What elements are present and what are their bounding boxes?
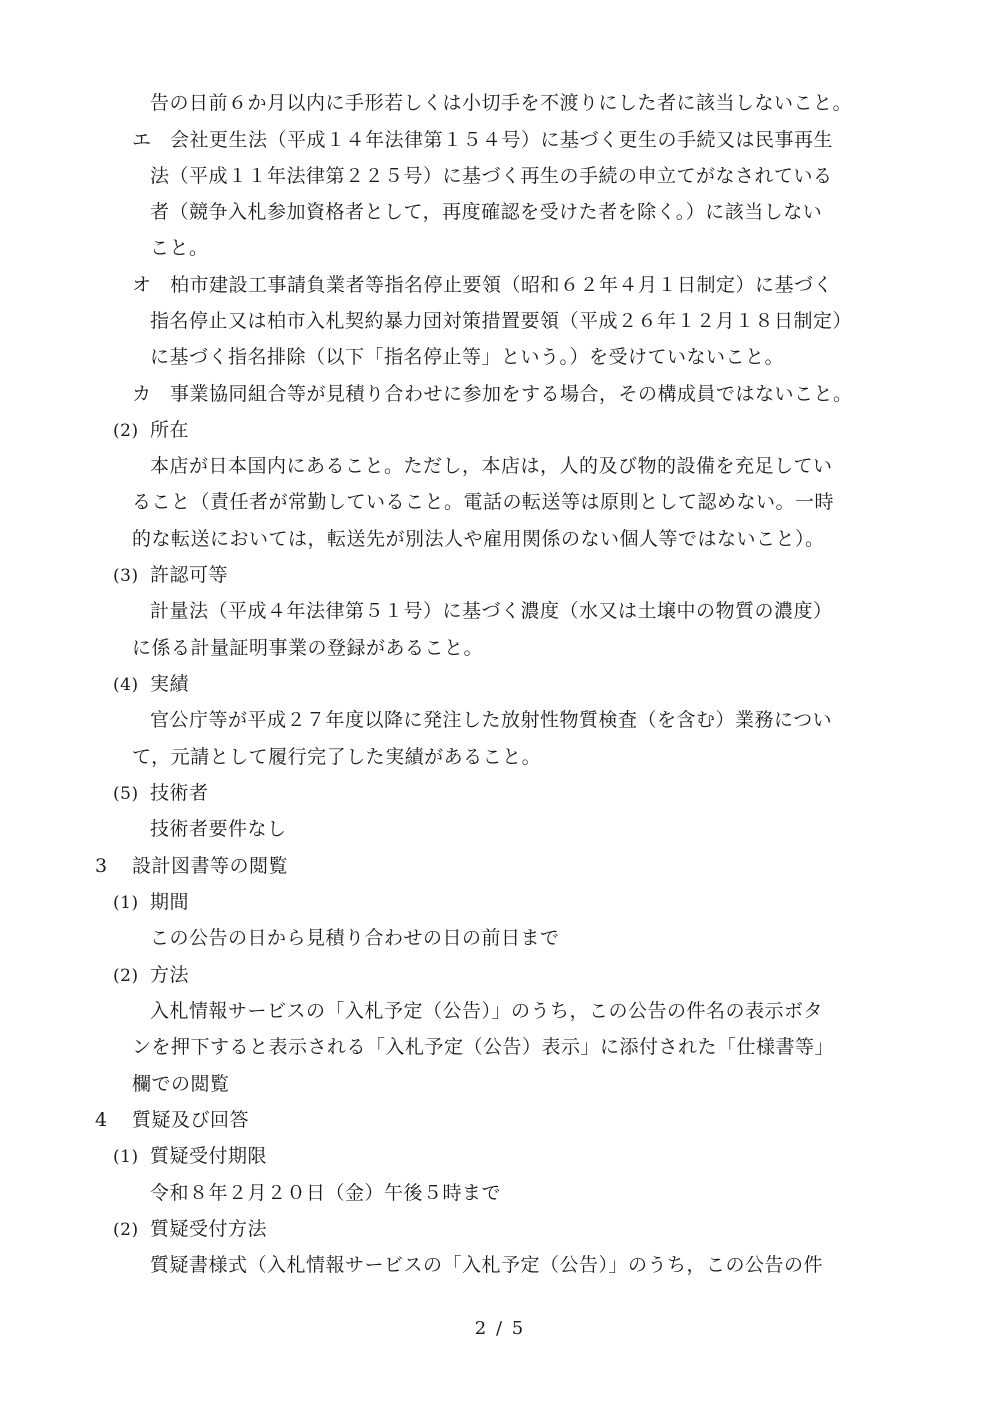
text-line: 官公庁等が平成２７年度以降に発注した放射性物質検査（を含む）業務につい — [150, 709, 833, 731]
text-line: こと。 — [150, 237, 209, 259]
subsection-title: 技術者 — [150, 782, 209, 804]
text-line: この公告の日から見積り合わせの日の前日まで — [150, 927, 560, 949]
subsection-title: 方法 — [150, 964, 190, 986]
subsection-title: 許認可等 — [150, 564, 229, 586]
text-line: 欄での閲覧 — [132, 1073, 230, 1095]
subsection-heading — [113, 890, 189, 915]
item-marker: エ — [132, 129, 152, 151]
subsection-number: (2) — [113, 1220, 139, 1240]
subsection-title: 所在 — [150, 419, 190, 441]
subsection-title: 実績 — [150, 673, 190, 695]
subsection-heading — [113, 1144, 267, 1169]
list-item-ka — [132, 382, 853, 406]
subsection-title: 期間 — [150, 891, 190, 913]
subsection-number: (2) — [113, 421, 139, 441]
subsection-heading — [113, 1217, 267, 1242]
list-item-o — [132, 273, 833, 297]
subsection-number: (2) — [113, 966, 139, 986]
subsection-number: (3) — [113, 566, 139, 586]
text-line: て，元請として履行完了した実績があること。 — [132, 746, 542, 768]
section-heading — [95, 1108, 249, 1132]
subsection-number: (1) — [113, 893, 139, 913]
text-line: 指名停止又は柏市入札契約暴力団対策措置要領（平成２６年１２月１８日制定） — [150, 310, 853, 332]
text-line: 的な転送においては，転送先が別法人や雇用関係のない個人等ではないこと）。 — [132, 528, 825, 550]
list-item-e — [132, 128, 833, 152]
item-marker: オ — [132, 274, 152, 296]
section-number: 3 — [95, 855, 108, 877]
section-heading — [95, 854, 288, 878]
text-line: 柏市建設工事請負業者等指名停止要領（昭和６２年４月１日制定）に基づく — [170, 274, 834, 296]
section-title: 設計図書等の閲覧 — [132, 855, 289, 877]
text-line: に基づく指名排除（以下「指名停止等」という。）を受けていないこと。 — [150, 346, 785, 368]
section-number: 4 — [95, 1109, 108, 1131]
text-line: ること（責任者が常勤していること。電話の転送等は原則として認めない。一時 — [132, 491, 835, 513]
subsection-number: (4) — [113, 675, 139, 695]
subsection-number: (5) — [113, 784, 139, 804]
text-line: 法（平成１１年法律第２２５号）に基づく再生の手続の申立てがなされている — [150, 165, 833, 187]
text-line: ンを押下すると表示される「入札予定（公告）表示」に添付された「仕様書等」 — [132, 1036, 835, 1058]
subsection-heading — [113, 563, 228, 588]
section-title: 質疑及び回答 — [132, 1109, 250, 1131]
subsection-heading — [113, 963, 189, 988]
text-line: 者（競争入札参加資格者として，再度確認を受けた者を除く。）に該当しない — [150, 201, 823, 223]
text-line: 本店が日本国内にあること。ただし，本店は，人的及び物的設備を充足してい — [150, 455, 833, 477]
page-number: 2 / 5 — [474, 1318, 526, 1339]
subsection-title: 質疑受付方法 — [150, 1218, 268, 1240]
subsection-title: 質疑受付期限 — [150, 1145, 268, 1167]
text-line: 技術者要件なし — [150, 818, 287, 840]
text-line: 令和８年２月２０日（金）午後５時まで — [150, 1182, 502, 1204]
text-line: に係る計量証明事業の登録があること。 — [132, 637, 484, 659]
text-line: 質疑書様式（入札情報サービスの「入札予定（公告）」のうち，この公告の件 — [150, 1254, 824, 1276]
text-line: 入札情報サービスの「入札予定（公告）」のうち，この公告の件名の表示ボタ — [150, 1000, 824, 1022]
item-marker: カ — [132, 383, 152, 405]
text-line: 告の日前６か月以内に手形若しくは小切手を不渡りにした者に該当しないこと。 — [150, 92, 853, 114]
text-line: 計量法（平成４年法律第５１号）に基づく濃度（水又は土壌中の物質の濃度） — [150, 600, 833, 622]
subsection-number: (1) — [113, 1147, 139, 1167]
text-line: 会社更生法（平成１４年法律第１５４号）に基づく更生の手続又は民事再生 — [170, 129, 834, 151]
text-line: 事業協同組合等が見積り合わせに参加をする場合，その構成員ではないこと。 — [170, 383, 853, 405]
subsection-heading — [113, 418, 189, 443]
subsection-heading — [113, 672, 189, 697]
subsection-heading — [113, 781, 209, 806]
